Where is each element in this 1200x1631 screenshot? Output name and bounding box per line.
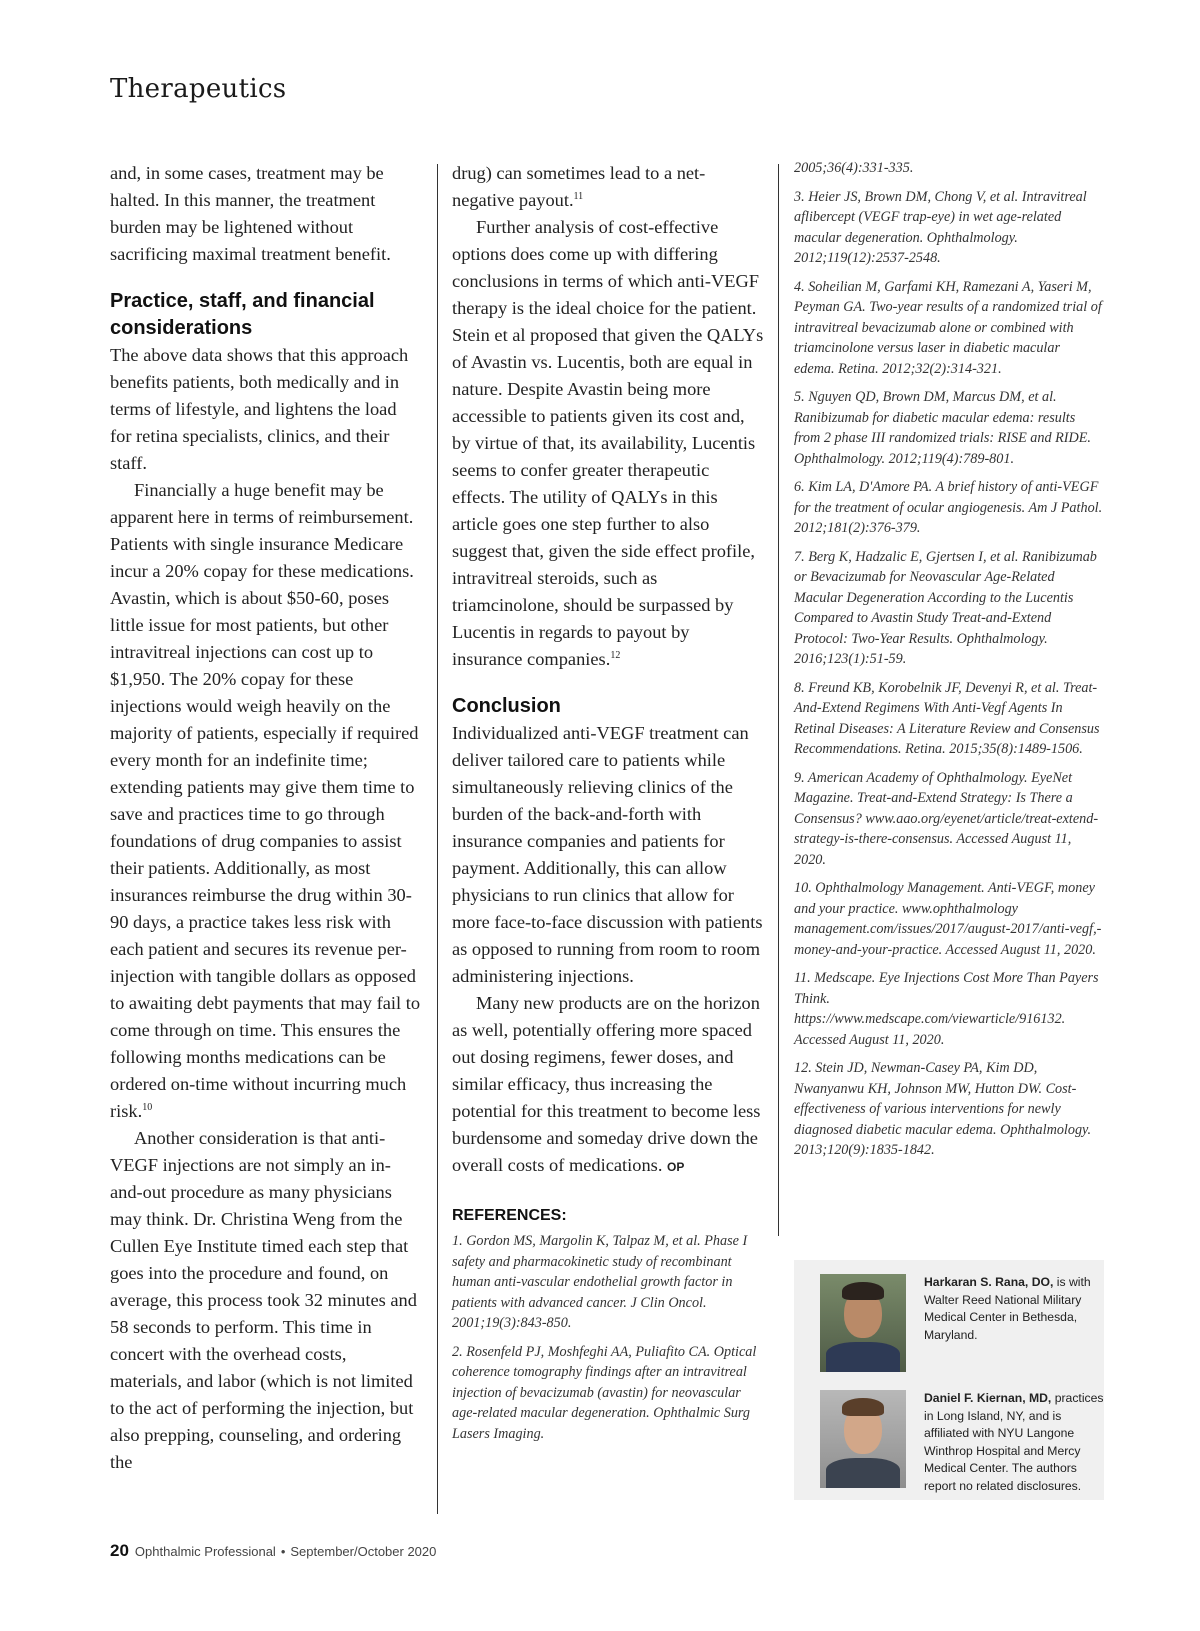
reference-item: 11. Medscape. Eye Injections Cost More Than Payers Think. https://www.medscape.com/viewarticle/916132. Accessed August 11, 2020. [794, 970, 1099, 1048]
column-divider [778, 164, 779, 1236]
citation-superscript: 10 [142, 1101, 153, 1113]
section-heading: Practice, staff, and financial considerations [110, 290, 375, 339]
paragraph-text: Many new products are on the horizon as well, potentially offering more spaced out dosing regimens, fewer doses, and similar efficacy, thus increasing the potential for this treatment to become less burdensome and someday drive down the overall costs of medications. [452, 993, 761, 1175]
paragraph-text: drug) can sometimes lead to a net-negative payout. [452, 163, 706, 210]
author-entry [806, 1274, 1092, 1378]
reference-item: 8. Freund KB, Korobelnik JF, Devenyi R, et al. Treat-And-Extend Regimens With Anti-Vegf Agents In Retinal Diseases: A Literature Review and Consensus Recommendations. Retina. 2015;35(8):1489-1506. [794, 679, 1100, 757]
reference-item: 6. Kim LA, D'Amore PA. A brief history of anti-VEGF for the treatment of ocular angiogenesis. Am J Pathol. 2012;181(2):376-379. [794, 479, 1103, 536]
author-photo [820, 1274, 906, 1372]
reference-item: 12. Stein JD, Newman-Casey PA, Kim DD, Nwanyanwu KH, Johnson MW, Hutton DW. Cost-effectiveness of various interventions for newly diagnosed diabetic macular edema. Ophthalmology. 2013;120(9):1835-1842. [794, 1060, 1092, 1158]
citation-superscript: 12 [610, 649, 621, 661]
author-name: Harkaran S. Rana, DO, [924, 1275, 1054, 1289]
reference-item: 7. Berg K, Hadzalic E, Gjertsen I, et al. Ranibizumab or Bevacizumab for Neovascular Age-Related Macular Degeneration According to the Lucentis Compared to Avastin Study Treat-and-Extend Protocol: Two-Year Results. Ophthalmology. 2016;123(1):51-59. [794, 548, 1097, 667]
paragraph-text: Further analysis of cost-effective options does come up with differing conclusions in terms of which anti-VEGF therapy is the ideal choice for the patient. Stein et al proposed that given the QALYs of Avastin vs. Lucentis, both are equal in nature. Despite Avastin being more accessible to patients given its cost and, by virtue of that, its availability, Lucentis seems to confer greater therapeutic effects. The utility of QALYs in this article goes one step further to also suggest that, given the side effect profile, intravitreal steroids, such as triamcinolone, should be surpassed by Lucentis in regards to payout by insurance companies. [452, 217, 764, 669]
section-heading: Conclusion [452, 695, 561, 717]
reference-item: 9. American Academy of Ophthalmology. EyeNet Magazine. Treat-and-Extend Strategy: Is There a Consensus? www.aao.org/eyenet/article/treat-extend-strategy-is-there-consensus. Accessed August 11, 2020. [794, 769, 1099, 868]
references-heading: REFERENCES: [452, 1207, 567, 1224]
paragraph-text: Financially a huge benefit may be apparent here in terms of reimbursement. Patients with single insurance Medicare incur a 20% copay for these medications. Avastin, which is about $50-60, poses little issue for most patients, but other intravitreal injections can cost up to $1,950. The 20% copay for these injections would weigh heavily on the majority of patients, especially if required every month for an indefinite time; extending patients may give them time to save and practices time to go through foundations of drug companies to assist their patients. Additionally, as most insurances reimburse the drug within 30-90 days, a practice takes less risk with each patient and secures its revenue per-injection with tangible dollars as opposed to awaiting debt payments that may fail to come through on time. This ensures the following months medications can be ordered on-time without incurring much risk. [110, 480, 421, 1121]
paragraph: and, in some cases, treatment may be halted. In this manner, the treatment burden may be lightened without sacrificing maximal treatment benefit. [110, 163, 391, 264]
article-column-1 [110, 160, 422, 1476]
author-photo [820, 1390, 906, 1488]
publication-name: Ophthalmic Professional [134, 1544, 276, 1559]
author-name: Daniel F. Kiernan, MD, [924, 1391, 1052, 1405]
paragraph: Individualized anti-VEGF treatment can deliver tailored care to patients while simultaneously relieving clinics of the burden of the back-and-forth with insurance companies and patients for payment. Additionally, this can allow physicians to run clinics that allow for more face-to-face discussion with patients as opposed to running from room to room administering injections. [452, 723, 763, 986]
references-column [794, 158, 1104, 1169]
author-bio [924, 1390, 1106, 1495]
reference-item: 2005;36(4):331-335. [794, 160, 914, 176]
author-affiliation: practices in Long Island, NY, and is affiliated with NYU Langone Winthrop Hospital and Mercy Medical Center. The authors report no related disclosures. [924, 1391, 1104, 1493]
paragraph [452, 214, 764, 673]
page-number: 20 [110, 1541, 129, 1560]
page-footer [110, 1541, 436, 1561]
reference-item: 3. Heier JS, Brown DM, Chong V, et al. Intravitreal aflibercept (VEGF trap-eye) in wet age-related macular degeneration. Ophthalmology. 2012;119(12):2537-2548. [794, 188, 1087, 266]
paragraph [110, 477, 422, 1125]
reference-item: 2. Rosenfeld PJ, Moshfeghi AA, Puliafito CA. Optical coherence tomography findings after an intravitreal injection of bevacizumab (avastin) for neovascular age-related macular degeneration. Ophthalmic Surg Lasers Imaging. [452, 1343, 757, 1442]
author-entry [806, 1390, 1104, 1494]
citation-superscript: 11 [573, 190, 584, 202]
paragraph [452, 160, 764, 214]
column-divider [437, 164, 438, 1514]
issue-date: September/October 2020 [290, 1544, 437, 1559]
paragraph: Another consideration is that anti-VEGF injections are not simply an in-and-out procedure as many physicians may think. Dr. Christina Weng from the Cullen Eye Institute timed each step that goes into the procedure and found, on average, this process took 32 minutes and 58 seconds to perform. This time in concert with the overhead costs, materials, and labor (which is not limited to the act of performing the injection, but also prepping, counseling, and ordering the [110, 1128, 417, 1472]
author-affiliation: is with Walter Reed National Military Medical Center in Bethesda, Maryland. [924, 1275, 1091, 1342]
article-column-2 [452, 160, 764, 1452]
reference-item: 1. Gordon MS, Margolin K, Talpaz M, et al. Phase I safety and pharmacokinetic study of recombinant human anti-vascular endothelial growth factor in patients with advanced cancer. J Clin Oncol. 2001;19(3):843-850. [452, 1233, 748, 1331]
reference-item: 4. Soheilian M, Garfami KH, Ramezani A, Yaseri M, Peyman GA. Two-year results of a randomized trial of intravitreal bevacizumab alone or combined with triamcinolone versus laser in diabetic macular edema. Retina. 2012;32(2):314-321. [794, 278, 1102, 377]
author-bio [924, 1274, 1106, 1344]
paragraph: The above data shows that this approach benefits patients, both medically and in terms of lifestyle, and lightens the load for retina specialists, clinics, and their staff. [110, 345, 409, 473]
reference-item: 10. Ophthalmology Management. Anti-VEGF, money and your practice. www.ophthalmology management.com/issues/2017/august-2017/anti-vegf,-money-and-your-practice. Accessed August 11, 2020. [794, 880, 1102, 958]
footer-separator: • [280, 1544, 286, 1559]
author-box [794, 1260, 1104, 1500]
section-title: Therapeutics [110, 74, 287, 104]
reference-item: 5. Nguyen QD, Brown DM, Marcus DM, et al. Ranibizumab for diabetic macular edema: results from 2 phase III randomized trials: RISE and RIDE. Ophthalmology. 2012;119(4):789-801. [794, 389, 1091, 467]
end-mark: OP [667, 1160, 685, 1174]
paragraph [452, 990, 764, 1181]
